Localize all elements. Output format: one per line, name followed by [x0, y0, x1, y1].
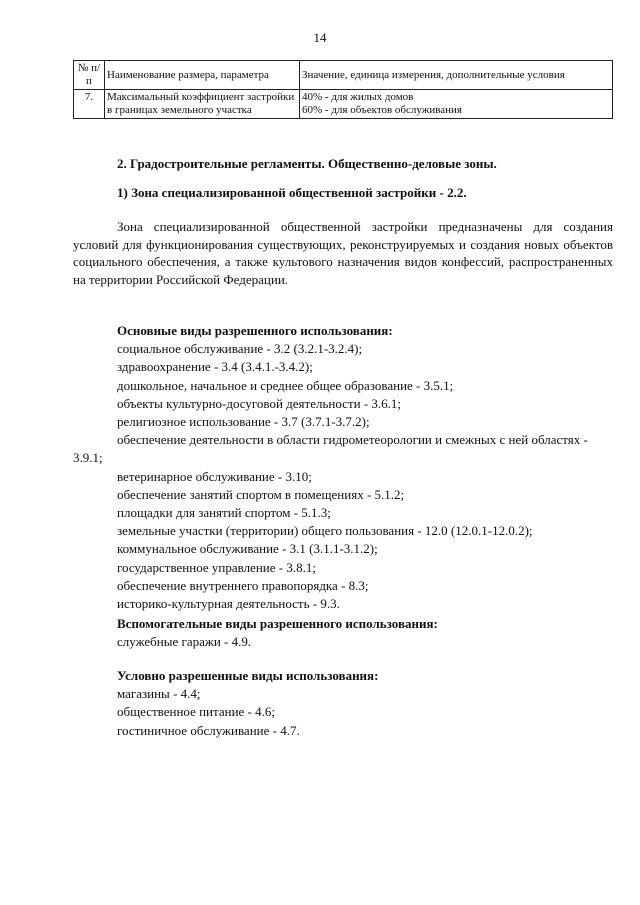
section-title: 2. Градостроительные регламенты. Общественно-деловые зоны.: [117, 156, 497, 171]
list-item: объекты культурно-досуговой деятельности - 3.6.1;: [117, 395, 402, 411]
parameters-table: [73, 60, 613, 119]
table-header-name: Наименование размера, параметра: [105, 61, 300, 90]
list-item: ветеринарное обслуживание - 3.10;: [117, 468, 312, 484]
table-cell-name: Максимальный коэффициент застройки в границах земельного участка: [105, 90, 300, 119]
table-value-line: 60% - для объектов обслуживания: [302, 104, 462, 116]
list-item: историко-культурная деятельность - 9.3.: [117, 596, 340, 612]
list-item: обеспечение внутреннего правопорядка - 8.3;: [117, 577, 369, 593]
list-item: обеспечение деятельности в области гидрометеорологии и смежных с ней областях - 3.9.1;: [73, 432, 588, 466]
zone-description: Зона специализированной общественной застройки предназначены для создания условий для функционирования существующих, реконструируемых и создания новых объектов социального обеспечения, а также культового назначения видов конфессий, распространенных на территории Российской Федерации.: [73, 219, 613, 287]
table-header-number: № п/п: [74, 61, 105, 90]
list-item: дошкольное, начальное и среднее общее образование - 3.5.1;: [117, 377, 454, 393]
list-item: гостиничное обслуживание - 4.7.: [117, 722, 300, 738]
list-item: религиозное использование - 3.7 (3.7.1-3.7.2);: [117, 414, 370, 430]
list-item: земельные участки (территории) общего пользования - 12.0 (12.0.1-12.0.2);: [117, 523, 533, 539]
list-item: коммунальное обслуживание - 3.1 (3.1.1-3.1.2);: [117, 541, 378, 557]
aux-uses-title: Вспомогательные виды разрешенного использования:: [117, 616, 438, 631]
list-item: служебные гаражи - 4.9.: [117, 634, 252, 650]
table-header-value: Значение, единица измерения, дополнительные условия: [300, 61, 613, 90]
table-row: [74, 90, 613, 119]
list-item: магазины - 4.4;: [117, 686, 201, 702]
main-uses-title: Основные виды разрешенного использования:: [117, 323, 393, 338]
page-number: 14: [313, 30, 327, 45]
list-item: общественное питание - 4.6;: [117, 704, 275, 720]
list-item: социальное обслуживание - 3.2 (3.2.1-3.2.4);: [117, 341, 363, 357]
list-item: здравоохранение - 3.4 (3.4.1.-3.4.2);: [117, 359, 313, 375]
list-item: обеспечение занятий спортом в помещениях - 5.1.2;: [117, 486, 405, 502]
list-item: площадки для занятий спортом - 5.1.3;: [117, 505, 331, 521]
table-cell-values: [300, 90, 613, 119]
aux-uses-block: [73, 615, 613, 651]
zone-title: 1) Зона специализированной общественной застройки - 2.2.: [117, 185, 467, 200]
list-item: государственное управление - 3.8.1;: [117, 559, 316, 575]
conditional-uses-title: Условно разрешенные виды использования:: [117, 668, 379, 683]
conditional-uses-block: [73, 667, 613, 740]
main-uses-block: [73, 322, 613, 613]
table-header-row: [74, 61, 613, 90]
table-cell-number: 7.: [74, 90, 105, 119]
table-value-line: 40% - для жилых домов: [302, 91, 414, 103]
